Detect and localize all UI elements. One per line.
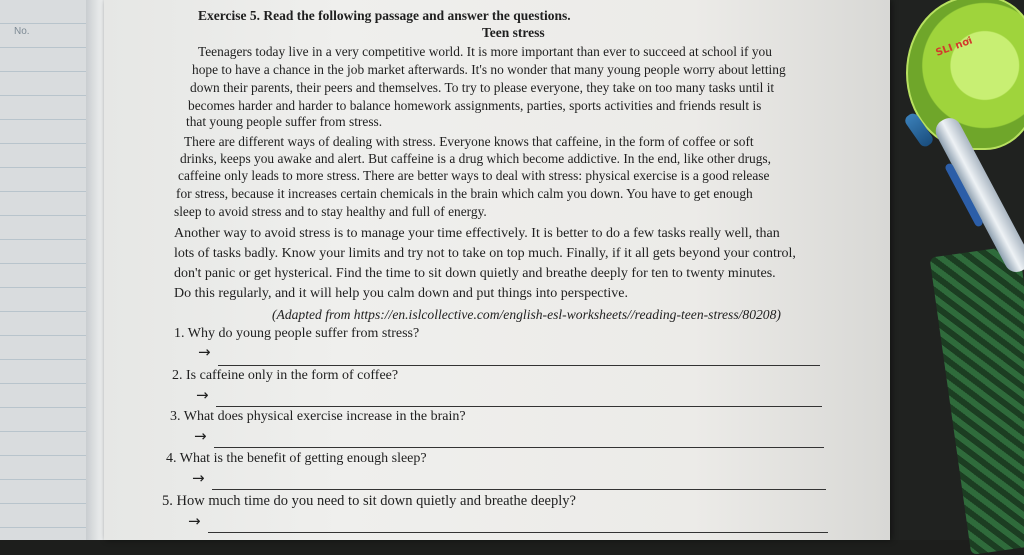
answer-line-1[interactable] — [218, 365, 820, 366]
passage-line: There are different ways of dealing with stress. Everyone knows that caffeine, in the form of coffee or soft — [184, 134, 754, 149]
passage-line: caffeine only leads to more stress. There are better ways to deal with stress: physical exercise is a good release — [178, 168, 770, 183]
source-citation: (Adapted from https://en.islcollective.com/english-esl-worksheets//reading-teen-stress/80208) — [272, 307, 781, 322]
passage-line: hope to have a chance in the job market afterwards. It's no wonder that many young people worry about letting — [192, 62, 786, 77]
answer-arrow-icon: → — [198, 343, 211, 361]
passage-line: drinks, keeps you awake and alert. But caffeine is a drug which become addictive. In the end, like other drugs, — [180, 151, 771, 166]
passage-line: lots of tasks badly. Know your limits and try not to take on top much. Finally, if it all gets beyond your control, — [174, 246, 796, 261]
question-5: 5. How much time do you need to sit down quietly and breathe deeply? — [162, 493, 576, 509]
correction-tape-brand: SLI nơi — [934, 35, 975, 59]
question-3: 3. What does physical exercise increase in the brain? — [170, 409, 466, 424]
passage-line: down their parents, their peers and themselves. To try to please everyone, they take on too many tasks until it — [190, 80, 775, 95]
passage-line: for stress, because it increases certain chemicals in the brain which calm you down. You have to get enough — [176, 186, 753, 201]
passage-line: Teenagers today live in a very competitive world. It is more important than ever to succeed at school if you — [198, 44, 772, 59]
passage-line: don't panic or get hysterical. Find the time to sit down quietly and breathe deeply for ten to twenty minutes. — [174, 266, 776, 281]
notebook-page — [0, 0, 112, 540]
answer-arrow-icon: → — [188, 512, 201, 530]
question-2: 2. Is caffeine only in the form of coffee? — [172, 368, 399, 383]
question-1: 1. Why do young people suffer from stress? — [174, 326, 420, 341]
passage-line: sleep to avoid stress and to stay healthy and full of energy. — [174, 204, 487, 219]
answer-arrow-icon: → — [194, 427, 207, 445]
answer-line-2[interactable] — [216, 406, 822, 407]
answer-line-5[interactable] — [208, 532, 828, 533]
passage-line: becomes harder and harder to balance homework assignments, parties, sports activities and friends result is — [188, 98, 762, 113]
notebook-number-label: No. — [14, 26, 30, 37]
passage-line: that young people suffer from stress. — [186, 114, 383, 129]
question-4: 4. What is the benefit of getting enough sleep? — [166, 451, 427, 466]
passage-line: Do this regularly, and it will help you calm down and put things into perspective. — [174, 286, 629, 301]
passage-line: Another way to avoid stress is to manage your time effectively. It is better to do a few tasks really well, than — [174, 226, 780, 241]
exercise-heading: Exercise 5. Read the following passage and answer the questions. — [198, 8, 571, 23]
answer-arrow-icon: → — [192, 469, 205, 487]
passage-title: Teen stress — [482, 25, 545, 40]
worksheet-paper — [104, 0, 890, 540]
answer-line-4[interactable] — [212, 489, 826, 490]
answer-arrow-icon: → — [196, 386, 209, 404]
answer-line-3[interactable] — [214, 447, 824, 448]
